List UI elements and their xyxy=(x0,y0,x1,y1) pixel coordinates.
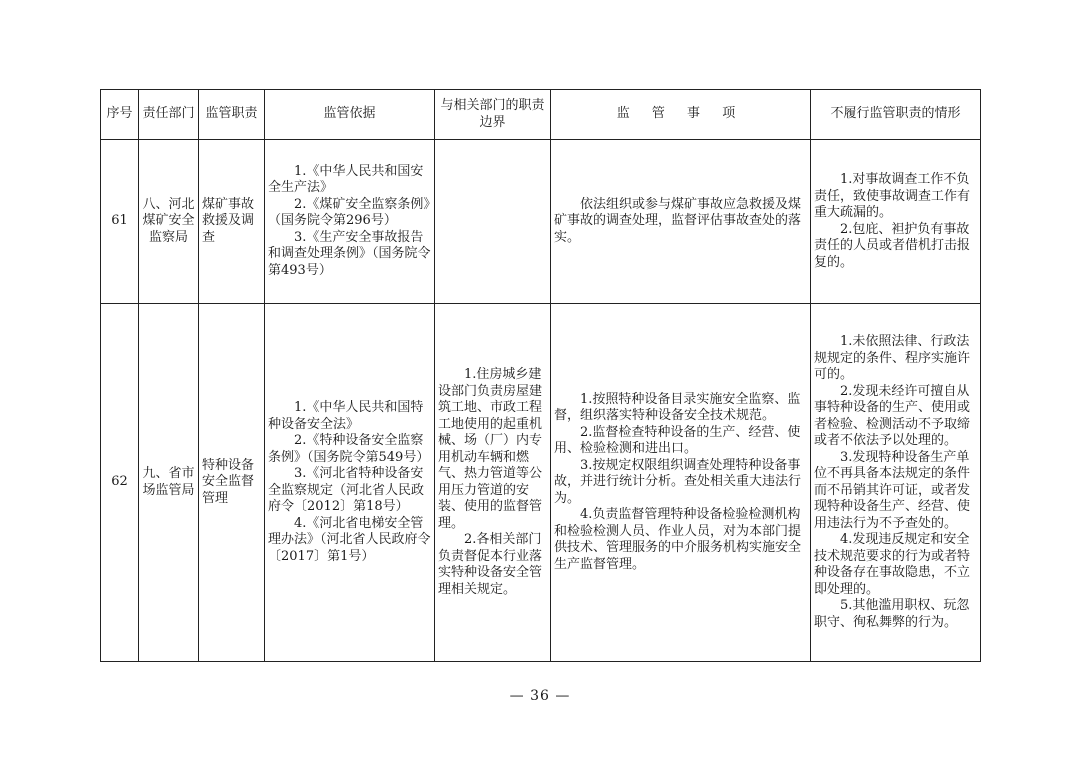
row-basis xyxy=(265,304,435,662)
row-boundary xyxy=(435,140,551,304)
header-boundary: 与相关部门的职责边界 xyxy=(435,90,551,140)
row-failure xyxy=(811,140,981,304)
header-duty: 监管职责 xyxy=(199,90,265,140)
row-seq: 61 xyxy=(101,140,139,304)
failure-item: 3.发现特种设备生产单位不再具备本法规定的条件而不吊销其许可证，或者发现特种设备生产、经营、使用违法行为不予查处的。 xyxy=(814,449,971,531)
table-row xyxy=(101,140,981,304)
matters-item: 1.按照特种设备目录实施安全监察、监督，组织落实特种设备安全技术规范。 xyxy=(554,391,801,424)
header-basis: 监管依据 xyxy=(265,90,435,140)
header-matters: 监 管 事 项 xyxy=(551,90,811,140)
failure-item: 4.发现违反规定和安全技术规范要求的行为或者特种设备存在事故隐患，不立即处理的。 xyxy=(814,532,971,597)
failure-item: 2.发现未经许可擅自从事特种设备的生产、使用或者检验、检测活动不予取缔或者不依法予以处理的。 xyxy=(814,383,971,448)
row-failure xyxy=(811,304,981,662)
failure-item: 5.其他滥用职权、玩忽职守、徇私舞弊的行为。 xyxy=(814,598,970,630)
matters-item: 2.监督检查特种设备的生产、经营、使用、检验检测和进出口。 xyxy=(554,424,801,457)
table-row xyxy=(101,304,981,662)
matters-item: 依法组织或参与煤矿事故应急救援及煤矿事故的调查处理，监督评估事故查处的落实。 xyxy=(554,196,802,245)
page-number: — 36 — xyxy=(509,688,571,704)
basis-item: 2.《特种设备安全监察条例》（国务院令第549号） xyxy=(268,433,430,465)
matters-item: 4.负责监督管理特种设备检验检测机构和检验检测人员、作业人员，对为本部门提供技术、管理服务的中介服务机构实施安全生产监督管理。 xyxy=(554,507,802,572)
basis-item: 1.《中华人民共和国特种设备安全法》 xyxy=(268,400,424,432)
row-dept: 八、河北煤矿安全监察局 xyxy=(139,140,199,304)
row-basis xyxy=(265,140,435,304)
row-boundary xyxy=(435,304,551,662)
header-dept: 责任部门 xyxy=(139,90,199,140)
boundary-item: 2.各相关部门负责督促本行业落实特种设备安全管理相关规定。 xyxy=(438,532,543,597)
failure-item: 2.包庇、袒护负有事故责任的人员或者借机打击报复的。 xyxy=(814,221,971,270)
supervision-table xyxy=(100,89,981,662)
basis-item: 3.《生产安全事故报告和调查处理条例》（国务院令第493号） xyxy=(268,229,431,278)
basis-item: 3.《河北省特种设备安全监察规定（河北省人民政府令〔2012〕第18号） xyxy=(268,466,425,514)
boundary-item: 1.住房城乡建设部门负责房屋建筑工地、市政工程工地使用的起重机械、场（厂）内专用机动车辆和燃气、热力管道等公用压力管道的安装、使用的监督管理。 xyxy=(438,367,543,531)
row-matters xyxy=(551,304,811,662)
basis-item: 2.《煤矿安全监察条例》（国务院令第296号） xyxy=(268,196,430,229)
basis-item: 4.《河北省电梯安全管理办法》（河北省人民政府令〔2017〕第1号） xyxy=(268,515,431,564)
header-seq: 序号 xyxy=(101,90,139,140)
row-seq: 62 xyxy=(101,304,139,662)
failure-item: 1.对事故调查工作不负责任，致使事故调查工作有重大疏漏的。 xyxy=(814,172,971,220)
basis-item: 1.《中华人民共和国安全生产法》 xyxy=(268,163,424,196)
row-duty: 煤矿事故救援及调查 xyxy=(199,140,265,304)
row-dept: 九、省市场监管局 xyxy=(139,304,199,662)
failure-item: 1.未依照法律、行政法规规定的条件、程序实施许可的。 xyxy=(814,334,971,382)
header-row xyxy=(101,90,981,140)
row-duty: 特种设备安全监督管理 xyxy=(199,304,265,662)
header-failure: 不履行监管职责的情形 xyxy=(811,90,981,140)
matters-item: 3.按规定权限组织调查处理特种设备事故，并进行统计分析。查处相关重大违法行为。 xyxy=(554,457,802,506)
row-matters xyxy=(551,140,811,304)
